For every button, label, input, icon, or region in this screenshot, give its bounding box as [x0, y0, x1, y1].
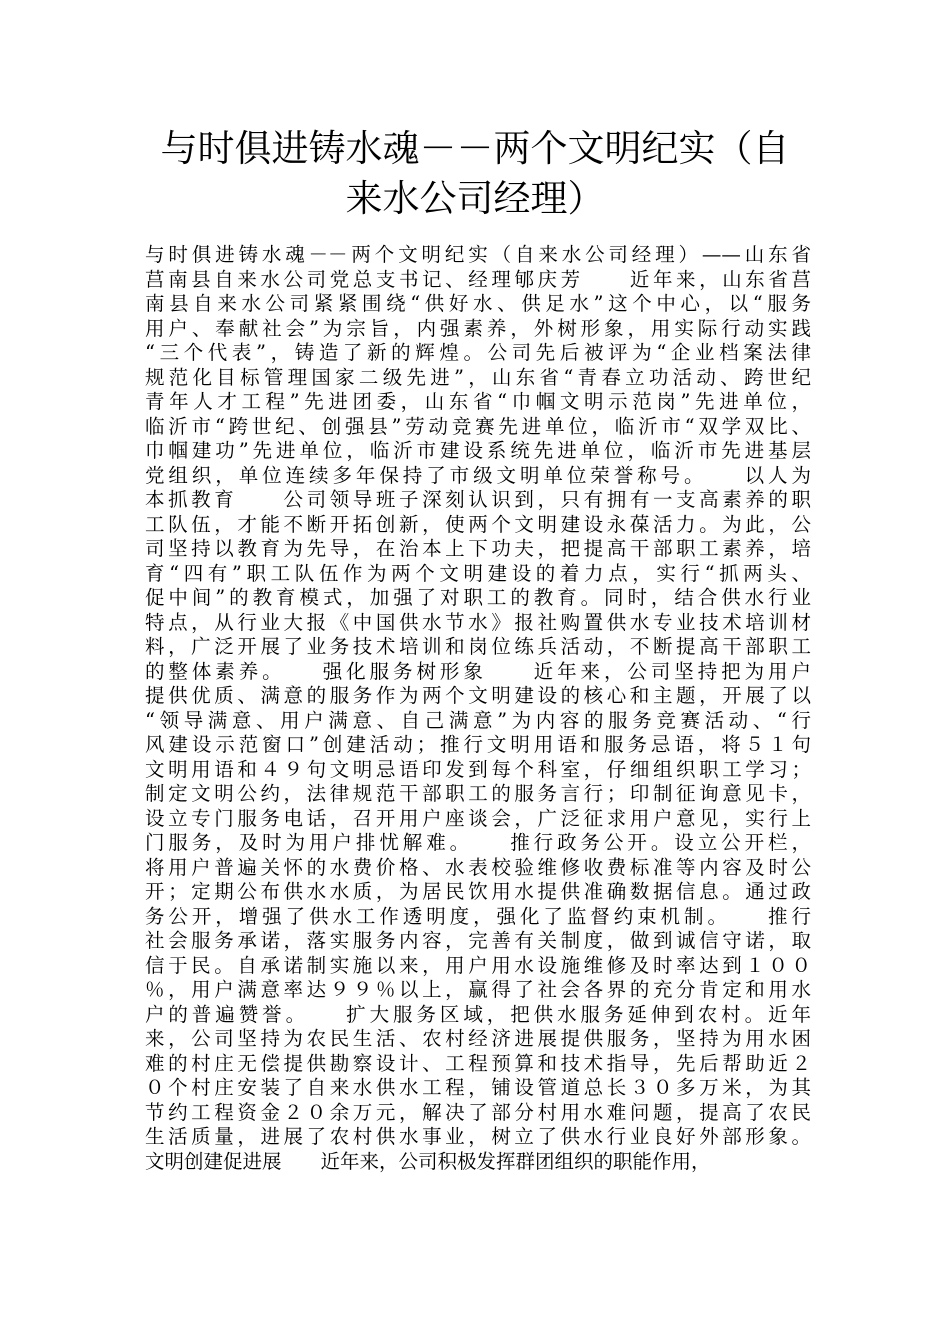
body-text-line: 户的普遍赞誉。 扩大服务区域，把供水服务延伸到农村。近年 [145, 1002, 811, 1026]
body-text-line: 的整体素养。 强化服务树形象 近年来，公司坚持把为用户 [145, 659, 811, 683]
body-text-line: 特点，从行业大报《中国供水节水》报社购置供水专业技术培训材 [145, 610, 811, 634]
document-body [145, 243, 811, 1174]
body-text-line: 风建设示范窗口”创建活动；推行文明用语和服务忌语，将５１句 [145, 733, 811, 756]
body-text-line: 务公开，增强了供水工作透明度，强化了监督约束机制。 推行 [145, 904, 811, 928]
body-text-line: 信于民。自承诺制实施以来，用户用水设施维修及时率达到１００ [145, 953, 811, 977]
body-text-line: ０个村庄安装了自来水供水工程，铺设管道总长３０多万米，为其 [145, 1076, 811, 1099]
body-text-line: 社会服务承诺，落实服务内容，完善有关制度，做到诚信守诺，取 [145, 929, 811, 952]
body-text-line: ％，用户满意率达９９％以上，赢得了社会各界的充分肯定和用水 [145, 978, 811, 1001]
body-text-line: 育“四有”职工队伍作为两个文明建设的着力点，实行“抓两头、 [145, 561, 811, 585]
body-text-line: 促中间”的教育模式，加强了对职工的教育。同时，结合供水行业 [145, 586, 811, 609]
body-text-line: 临沂市“跨世纪、创强县”劳动竞赛先进单位，临沂市“双学双比、 [145, 414, 811, 438]
body-text-line: 党组织，单位连续多年保持了市级文明单位荣誉称号。 以人为 [145, 463, 811, 487]
document-title-line: 与时俱进铸水魂－－两个文明纪实（自 [160, 127, 790, 170]
body-text-line: 与时俱进铸水魂－－两个文明纪实（自来水公司经理）——山东省 [145, 243, 811, 266]
body-text-line: 文明创建促进展 近年来，公司积极发挥群团组织的职能作用， [145, 1149, 711, 1173]
body-text-line: 节约工程资金２０余万元，解决了部分村用水难问题，提高了农民 [145, 1100, 811, 1124]
body-text-line: 将用户普遍关怀的水费价格、水表校验维修收费标准等内容及时公 [145, 855, 811, 879]
body-text-line: 用户、奉献社会”为宗旨，内强素养，外树形象，用实际行动实践 [145, 316, 811, 340]
body-text-line: 规范化目标管理国家二级先进”，山东省“青春立功活动、跨世纪 [145, 365, 811, 389]
document-title-line: 来水公司经理） [345, 177, 605, 220]
body-text-line: 生活质量，进展了农村供水事业，树立了供水行业良好外部形象。 [145, 1125, 811, 1148]
body-text-line: 巾帼建功”先进单位，临沂市建设系统先进单位，临沂市先进基层 [145, 439, 811, 462]
body-text-line: “三个代表”，铸造了新的辉煌。公司先后被评为“企业档案法律 [145, 341, 811, 364]
body-text-line: 本抓教育 公司领导班子深刻认识到，只有拥有一支高素养的职 [145, 488, 811, 511]
body-text-line: 难的村庄无偿提供勘察设计、工程预算和技术指导，先后帮助近２ [145, 1051, 811, 1075]
body-text-line: 开；定期公布供水水质，为居民饮用水提供准确数据信息。通过政 [145, 880, 811, 903]
body-text-line: 莒南县自来水公司党总支书记、经理郇庆芳 近年来，山东省莒 [145, 267, 811, 291]
body-text-line: 工队伍，才能不断开拓创新，使两个文明建设永葆活力。为此，公 [145, 512, 811, 536]
body-text-line: 料，广泛开展了业务技术培训和岗位练兵活动，不断提高干部职工 [145, 635, 811, 658]
body-text-line: 文明用语和４９句文明忌语印发到每个科室，仔细组织职工学习； [145, 757, 811, 781]
body-text-line: 制定文明公约，法律规范干部职工的服务言行；印制征询意见卡， [145, 782, 811, 805]
body-text-line: 青年人才工程”先进团委，山东省“巾帼文明示范岗”先进单位， [145, 390, 811, 413]
body-text-line: 设立专门服务电话，召开用户座谈会，广泛征求用户意见，实行上 [145, 806, 811, 830]
body-text-line: “领导满意、用户满意、自己满意”为内容的服务竞赛活动、“行 [145, 708, 811, 732]
body-text-line: 司坚持以教育为先导，在治本上下功夫，把提高干部职工素养，培 [145, 537, 811, 560]
document-title [120, 124, 830, 224]
body-text-line: 南县自来水公司紧紧围绕“供好水、供足水”这个中心，以“服务 [145, 292, 811, 315]
body-text-line: 门服务，及时为用户排忧解难。 推行政务公开。设立公开栏， [145, 831, 811, 854]
body-text-line: 提供优质、满意的服务作为两个文明建设的核心和主题，开展了以 [145, 684, 811, 707]
body-text-line: 来，公司坚持为农民生活、农村经济进展提供服务，坚持为用水困 [145, 1027, 811, 1050]
